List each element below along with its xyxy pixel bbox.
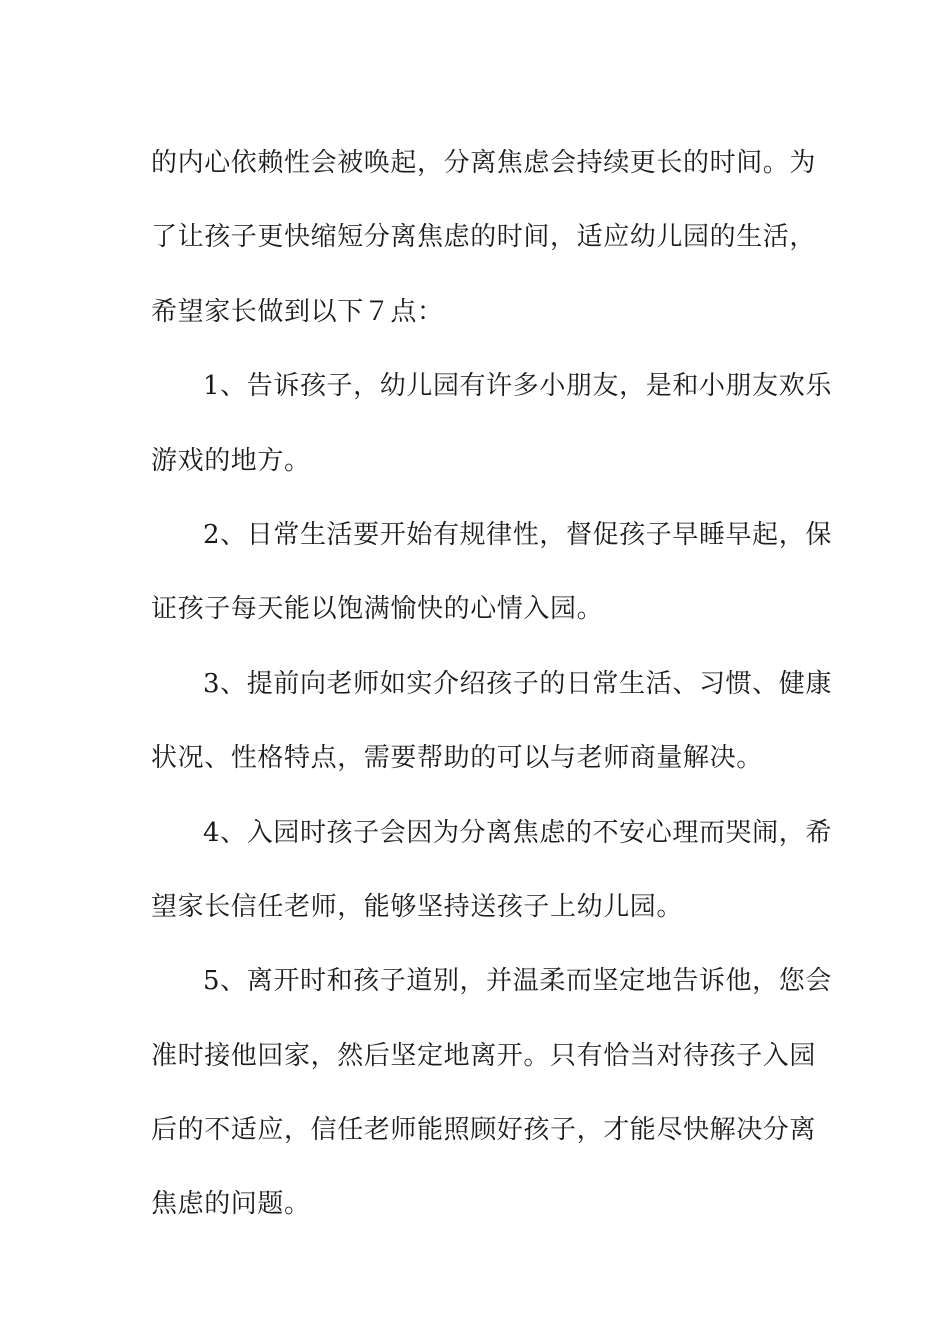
text-line: 证孩子每天能以饱满愉快的心情入园。 xyxy=(151,594,604,625)
text-line: 焦虑的问题。 xyxy=(151,1189,311,1220)
text-line: 了让孩子更快缩短分离焦虑的时间，适应幼儿园的生活， xyxy=(151,222,817,253)
text-line: 希望家长做到以下７点： xyxy=(151,296,444,327)
list-item-4-line: 4、入园时孩子会因为分离焦虑的不安心理而哭闹，希 xyxy=(203,817,832,848)
list-item-3-line: 3、提前向老师如实介绍孩子的日常生活、习惯、健康 xyxy=(203,668,832,699)
body-text xyxy=(151,126,832,1242)
text-line: 的内心依赖性会被唤起，分离焦虑会持续更长的时间。为 xyxy=(151,148,817,178)
text-line: 准时接他回家，然后坚定地离开。只有恰当对待孩子入园 xyxy=(151,1040,817,1071)
list-item-1-line: 1、告诉孩子，幼儿园有许多小朋友，是和小朋友欢乐 xyxy=(203,371,832,402)
text-line: 后的不适应，信任老师能照顾好孩子，才能尽快解决分离 xyxy=(151,1115,817,1146)
list-item-2-line: 2、日常生活要开始有规律性，督促孩子早睡早起，保 xyxy=(203,519,832,550)
list-item-5-line: 5、离开时和孩子道别，并温柔而坚定地告诉他，您会 xyxy=(203,966,832,997)
text-line: 望家长信任老师，能够坚持送孩子上幼儿园。 xyxy=(151,891,684,922)
text-line: 状况、性格特点，需要帮助的可以与老师商量解决。 xyxy=(151,743,763,774)
text-line: 游戏的地方。 xyxy=(151,445,311,476)
